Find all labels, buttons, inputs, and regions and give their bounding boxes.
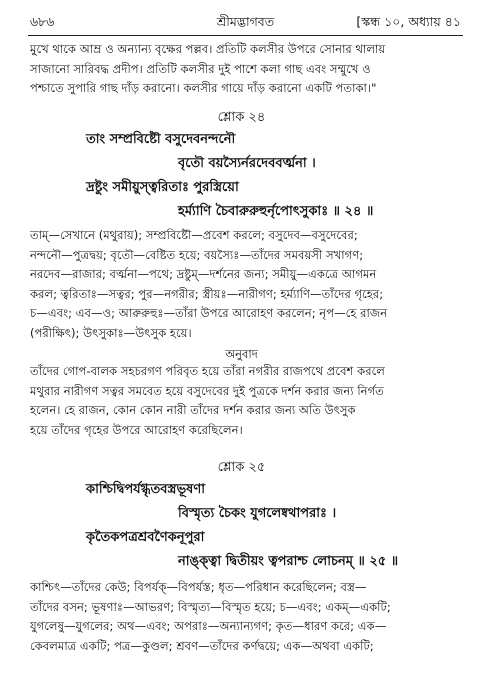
translation-line: মথুরার নারীগণ সত্বর সমবেত হয়ে বসুদেবের দুই পুত্রকে দর্শন করার জন্য নির্গত — [30, 383, 384, 398]
verse-line: কাশ্চিদ্বিপর্যগ্ধৃতবস্ত্রভূষণা — [86, 482, 205, 497]
translation-24 — [30, 362, 461, 440]
intro-paragraph — [30, 40, 461, 99]
synonym-line: (পরীক্ষিৎ); উৎসুকাঃ—উৎসুক হয়ে। — [30, 325, 192, 340]
shloka-25-heading: শ্লোক ২৫ — [217, 460, 266, 475]
synonym-line: নন্দনৌ—পুত্রদ্বয়; বৃতৌ—বেষ্টিত হয়ে; বয়স্যৈঃ—তাঁদের সমবয়সী সখাগণ; — [30, 247, 364, 262]
verse-line: হর্ম্যাণি চৈবারুরুহুর্নৃপোৎসুকাঃ ॥ ২৪ ॥ — [178, 204, 374, 219]
verse-line: বৃতৌ বয়স্যৈর্নরদেববর্ত্মনা । — [178, 156, 316, 171]
translation-line: হয়ে তাঁদের গৃহের উপরে আরোহণ করেছিলেন। — [30, 422, 243, 437]
verse-line: বিস্মৃত্য চৈকং যুগলেষ্বথাপরাঃ । — [178, 506, 337, 521]
intro-line: মুখে থাকে আম্র ও অন্যান্য বৃক্ষের পল্লব। প্রতিটি কলসীর উপরে সোনার থালায় — [30, 42, 386, 56]
synonyms-25 — [30, 578, 461, 656]
intro-line: সাজানো সারিবদ্ধ প্রদীপ। প্রতিটি কলসীর দুই পাশে কলা গাছ এবং সম্মুখে ও — [30, 61, 371, 76]
synonym-line: কাশ্চিৎ—তাঁদের কেউ; বিপর্যক্—বিপর্যস্ত; ধৃত—পরিধান করেছিলেন; বস্ত্র— — [30, 580, 367, 594]
chapter-reference: [স্কন্ধ ১০, অধ্যায় ৪১ — [356, 14, 461, 29]
synonym-line: নরদেব—রাজার; বর্ত্মনা—পথে; দ্রষ্টুম্—দর্শনের জন্য; সমীয়ু—একত্রে আগমন — [30, 267, 377, 281]
book-title: শ্রীমদ্ভাগবত — [216, 14, 275, 29]
synonym-line: কেবলমাত্র একটি; পত্র—কুণ্ডল; শ্রবণ—তাঁদের কর্ণদ্বয়ে; এক—অথবা একটি; — [30, 638, 374, 653]
synonym-line: চ—এবং; এব—ও; আরুরুহুঃ—তাঁরা উপরে আরোহণ করলেন; নৃপ—হে রাজন — [30, 306, 388, 320]
translation-line: হলেন। হে রাজন, কোন কোন নারী তাঁদের দর্শন করার জন্য অতি উৎসুক — [30, 403, 356, 417]
synonym-line: তাঁদের বসন; ভূষণাঃ—আভরণ; বিস্মৃত্য—বিস্মৃত হয়ে; চ—এবং; একম্—একটি; — [30, 599, 391, 614]
verse-line: নাঙ্‌ক্ত্বা দ্বিতীয়ং ত্বপরাশ্চ লোচনম্ ॥ ২৫ ॥ — [178, 554, 399, 569]
synonym-line: করল; ত্বরিতাঃ—সত্বর; পুর—নগরীর; স্ত্রীয়ঃ—নারীগণ; হর্ম্যাণি—তাঁদের গৃহের; — [30, 286, 384, 301]
synonym-line: তাম্—সেখানে (মথুরায়); সম্প্রবিষ্টৌ—প্রবেশ করলে; বসুদেব—বসুদেবের; — [30, 228, 358, 242]
running-header — [30, 12, 461, 34]
intro-line: পশ্চাতে সুপারি গাছ দাঁড় করানো। কলসীর গায়ে দাঁড় করানো একটি পতাকা।" — [30, 81, 377, 95]
translation-line: তাঁদের গোপ-বালক সহচরগণ পরিবৃত হয়ে তাঁরা নগরীর রাজপথে প্রবেশ করলে — [30, 364, 385, 378]
verse-line: তাং সম্প্রবিষ্টৌ বসুদেবনন্দনৌ — [86, 132, 236, 147]
synonym-line: যুগলেষু—যুগলের; অথ—এবং; অপরাঃ—অন্যান্যগণ; কৃত—ধারণ করে; এক— — [30, 619, 387, 633]
shloka-24-heading: শ্লোক ২৪ — [217, 110, 266, 125]
page-number: ৬৮৬ — [30, 14, 55, 29]
synonyms-24 — [30, 226, 461, 343]
translation-heading: অনুবাদ — [225, 347, 258, 361]
verse-line: দ্রষ্টুং সমীয়ুস্ত্বরিতাঃ পুরস্ত্রিয়ো — [86, 180, 239, 195]
verse-line: কৃতৈকপত্রশ্রবণৈকনূপুরা — [86, 530, 205, 545]
header-rule — [28, 35, 463, 36]
